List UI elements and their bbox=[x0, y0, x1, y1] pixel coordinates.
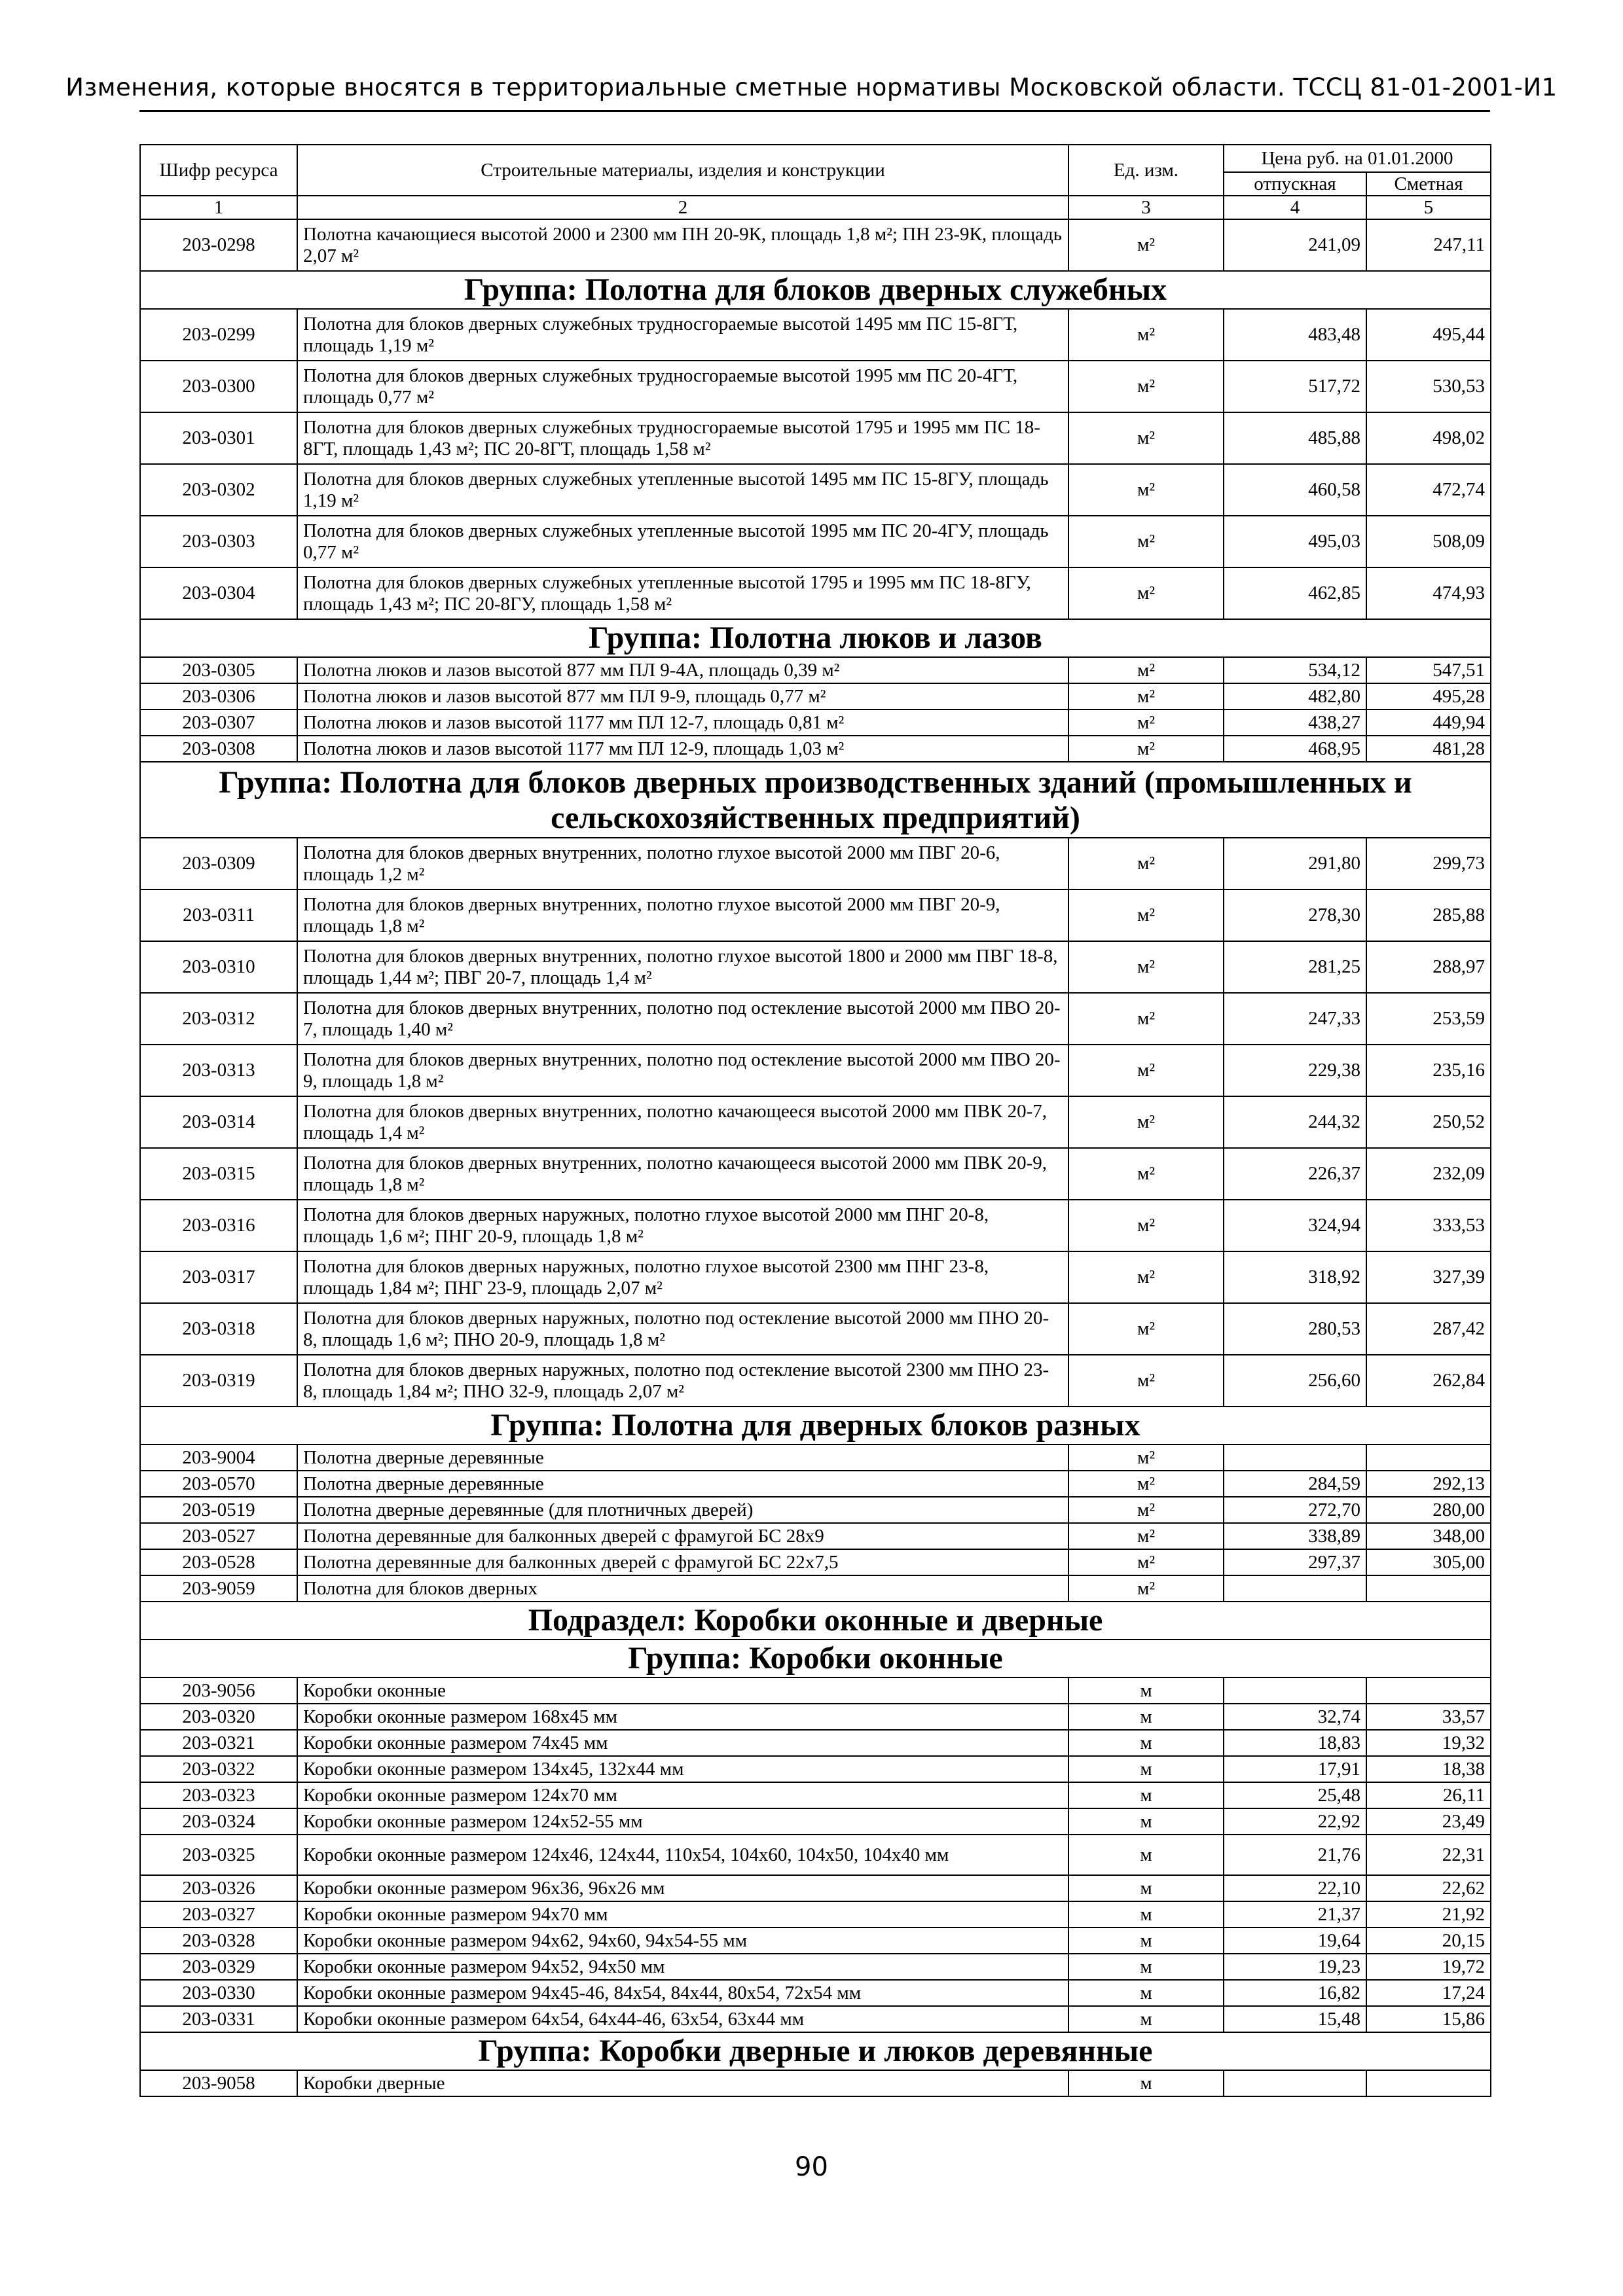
release-price: 534,12 bbox=[1224, 657, 1366, 683]
table-row bbox=[140, 838, 1491, 889]
estimate-price: 508,09 bbox=[1366, 516, 1491, 567]
estimate-price: 19,32 bbox=[1366, 1730, 1491, 1756]
col-index: 5 bbox=[1366, 196, 1491, 219]
estimate-price: 305,00 bbox=[1366, 1549, 1491, 1575]
estimate-price: 26,11 bbox=[1366, 1782, 1491, 1808]
resource-code: 203-0330 bbox=[140, 1980, 297, 2006]
table-row bbox=[140, 1575, 1491, 1602]
unit: м bbox=[1068, 1835, 1224, 1875]
estimate-price: 530,53 bbox=[1366, 361, 1491, 412]
group-heading-row bbox=[140, 1640, 1491, 1677]
col-header-code: Шифр ресурса bbox=[140, 145, 297, 196]
resource-code: 203-0314 bbox=[140, 1096, 297, 1148]
material-name: Коробки оконные размером 94х52, 94х50 мм bbox=[297, 1954, 1068, 1980]
unit: м² bbox=[1068, 709, 1224, 736]
estimate-price: 247,11 bbox=[1366, 219, 1491, 271]
unit: м bbox=[1068, 1782, 1224, 1808]
release-price: 32,74 bbox=[1224, 1704, 1366, 1730]
header-rule bbox=[139, 110, 1490, 112]
document-header: Изменения, которые вносятся в территориальные сметные нормативы Московской области. ТССЦ 81-01-2001-И1 bbox=[65, 73, 1558, 101]
unit: м bbox=[1068, 1756, 1224, 1782]
release-price: 229,38 bbox=[1224, 1045, 1366, 1096]
table-row bbox=[140, 1835, 1491, 1875]
table-row bbox=[140, 464, 1491, 516]
material-name: Полотна для блоков дверных служебных утепленные высотой 1795 и 1995 мм ПС 18-8ГУ, площадь 1,43 м²; ПС 20-8ГУ, площадь 1,58 м² bbox=[297, 567, 1068, 619]
table-row bbox=[140, 1148, 1491, 1200]
unit: м² bbox=[1068, 309, 1224, 361]
unit: м² bbox=[1068, 1355, 1224, 1407]
material-name: Полотна для блоков дверных служебных трудносгораемые высотой 1495 мм ПС 15-8ГТ, площадь 1,19 м² bbox=[297, 309, 1068, 361]
table-row bbox=[140, 361, 1491, 412]
material-name: Коробки оконные bbox=[297, 1677, 1068, 1704]
price-table bbox=[139, 144, 1491, 2097]
resource-code: 203-0326 bbox=[140, 1875, 297, 1901]
resource-code: 203-0327 bbox=[140, 1901, 297, 1928]
table-row bbox=[140, 2006, 1491, 2032]
material-name: Полотна люков и лазов высотой 1177 мм ПЛ 12-7, площадь 0,81 м² bbox=[297, 709, 1068, 736]
col-index: 3 bbox=[1068, 196, 1224, 219]
release-price: 468,95 bbox=[1224, 736, 1366, 762]
resource-code: 203-0315 bbox=[140, 1148, 297, 1200]
material-name: Коробки оконные размером 64х54, 64х44-46, 63х54, 63х44 мм bbox=[297, 2006, 1068, 2032]
resource-code: 203-0322 bbox=[140, 1756, 297, 1782]
release-price: 22,92 bbox=[1224, 1808, 1366, 1835]
resource-code: 203-0317 bbox=[140, 1251, 297, 1303]
table-row bbox=[140, 219, 1491, 271]
col-header-unit: Ед. изм. bbox=[1068, 145, 1224, 196]
group-heading: Группа: Полотна для дверных блоков разных bbox=[140, 1407, 1491, 1444]
col-header-price: Цена руб. на 01.01.2000 bbox=[1224, 145, 1491, 172]
release-price: 25,48 bbox=[1224, 1782, 1366, 1808]
unit: м bbox=[1068, 1808, 1224, 1835]
release-price: 462,85 bbox=[1224, 567, 1366, 619]
table-row bbox=[140, 1251, 1491, 1303]
estimate-price: 348,00 bbox=[1366, 1523, 1491, 1549]
resource-code: 203-9056 bbox=[140, 1677, 297, 1704]
estimate-price: 19,72 bbox=[1366, 1954, 1491, 1980]
estimate-price: 253,59 bbox=[1366, 993, 1491, 1045]
resource-code: 203-0307 bbox=[140, 709, 297, 736]
estimate-price: 235,16 bbox=[1366, 1045, 1491, 1096]
material-name: Полотна дверные деревянные bbox=[297, 1471, 1068, 1497]
resource-code: 203-9059 bbox=[140, 1575, 297, 1602]
unit: м² bbox=[1068, 1251, 1224, 1303]
table-row bbox=[140, 1200, 1491, 1251]
col-header-release: отпускная bbox=[1224, 172, 1366, 196]
unit: м² bbox=[1068, 361, 1224, 412]
resource-code: 203-0303 bbox=[140, 516, 297, 567]
release-price: 17,91 bbox=[1224, 1756, 1366, 1782]
estimate-price bbox=[1366, 2070, 1491, 2096]
release-price: 324,94 bbox=[1224, 1200, 1366, 1251]
unit: м² bbox=[1068, 1303, 1224, 1355]
release-price: 247,33 bbox=[1224, 993, 1366, 1045]
resource-code: 203-0320 bbox=[140, 1704, 297, 1730]
col-index: 4 bbox=[1224, 196, 1366, 219]
group-heading: Группа: Коробки оконные bbox=[140, 1640, 1491, 1677]
release-price: 297,37 bbox=[1224, 1549, 1366, 1575]
unit: м² bbox=[1068, 1523, 1224, 1549]
subsection-heading: Подраздел: Коробки оконные и дверные bbox=[140, 1602, 1491, 1640]
group-heading: Группа: Полотна для блоков дверных служебных bbox=[140, 271, 1491, 309]
estimate-price: 15,86 bbox=[1366, 2006, 1491, 2032]
estimate-price: 232,09 bbox=[1366, 1148, 1491, 1200]
release-price bbox=[1224, 1575, 1366, 1602]
material-name: Коробки оконные размером 94х45-46, 84х54, 84х44, 80х54, 72х54 мм bbox=[297, 1980, 1068, 2006]
resource-code: 203-0527 bbox=[140, 1523, 297, 1549]
unit: м bbox=[1068, 1730, 1224, 1756]
unit: м² bbox=[1068, 683, 1224, 709]
release-price: 16,82 bbox=[1224, 1980, 1366, 2006]
release-price: 19,64 bbox=[1224, 1928, 1366, 1954]
table-row bbox=[140, 567, 1491, 619]
resource-code: 203-0319 bbox=[140, 1355, 297, 1407]
resource-code: 203-0570 bbox=[140, 1471, 297, 1497]
table-row bbox=[140, 1782, 1491, 1808]
table-row bbox=[140, 1549, 1491, 1575]
release-price bbox=[1224, 2070, 1366, 2096]
unit: м bbox=[1068, 1901, 1224, 1928]
estimate-price: 327,39 bbox=[1366, 1251, 1491, 1303]
release-price: 318,92 bbox=[1224, 1251, 1366, 1303]
resource-code: 203-0304 bbox=[140, 567, 297, 619]
table-row bbox=[140, 889, 1491, 941]
col-index: 2 bbox=[297, 196, 1068, 219]
material-name: Полотна для блоков дверных наружных, полотно глухое высотой 2000 мм ПНГ 20-8, площадь 1,6 м²; ПНГ 20-9, площадь 1,8 м² bbox=[297, 1200, 1068, 1251]
material-name: Полотна для блоков дверных внутренних, полотно глухое высотой 1800 и 2000 мм ПВГ 18-8, площадь 1,44 м²; ПВГ 20-7, площадь 1,4 м² bbox=[297, 941, 1068, 993]
resource-code: 203-0316 bbox=[140, 1200, 297, 1251]
table-row bbox=[140, 1096, 1491, 1148]
resource-code: 203-0312 bbox=[140, 993, 297, 1045]
resource-code: 203-0331 bbox=[140, 2006, 297, 2032]
estimate-price: 495,44 bbox=[1366, 309, 1491, 361]
release-price bbox=[1224, 1677, 1366, 1704]
table-row bbox=[140, 1045, 1491, 1096]
material-name: Коробки оконные размером 124х70 мм bbox=[297, 1782, 1068, 1808]
unit: м bbox=[1068, 1677, 1224, 1704]
resource-code: 203-0308 bbox=[140, 736, 297, 762]
unit: м bbox=[1068, 1704, 1224, 1730]
estimate-price: 472,74 bbox=[1366, 464, 1491, 516]
resource-code: 203-9004 bbox=[140, 1444, 297, 1471]
unit: м bbox=[1068, 1954, 1224, 1980]
group-heading-row bbox=[140, 2032, 1491, 2070]
release-price: 482,80 bbox=[1224, 683, 1366, 709]
table-row bbox=[140, 1471, 1491, 1497]
release-price: 18,83 bbox=[1224, 1730, 1366, 1756]
resource-code: 203-0310 bbox=[140, 941, 297, 993]
material-name: Полотна для блоков дверных bbox=[297, 1575, 1068, 1602]
resource-code: 203-0324 bbox=[140, 1808, 297, 1835]
table-row bbox=[140, 1954, 1491, 1980]
estimate-price: 23,49 bbox=[1366, 1808, 1491, 1835]
table-row bbox=[140, 1523, 1491, 1549]
unit: м bbox=[1068, 2070, 1224, 2096]
estimate-price: 250,52 bbox=[1366, 1096, 1491, 1148]
unit: м² bbox=[1068, 464, 1224, 516]
unit: м² bbox=[1068, 941, 1224, 993]
material-name: Полотна для блоков дверных внутренних, полотно глухое высотой 2000 мм ПВГ 20-9, площадь 1,8 м² bbox=[297, 889, 1068, 941]
resource-code: 203-0302 bbox=[140, 464, 297, 516]
material-name: Полотна для блоков дверных внутренних, полотно под остекление высотой 2000 мм ПВО 20-9, площадь 1,8 м² bbox=[297, 1045, 1068, 1096]
resource-code: 203-0328 bbox=[140, 1928, 297, 1954]
estimate-price: 481,28 bbox=[1366, 736, 1491, 762]
material-name: Коробки оконные размером 94х70 мм bbox=[297, 1901, 1068, 1928]
material-name: Полотна деревянные для балконных дверей с фрамугой БС 22х7,5 bbox=[297, 1549, 1068, 1575]
release-price: 226,37 bbox=[1224, 1148, 1366, 1200]
material-name: Полотна для блоков дверных внутренних, полотно глухое высотой 2000 мм ПВГ 20-6, площадь 1,2 м² bbox=[297, 838, 1068, 889]
resource-code: 203-0519 bbox=[140, 1497, 297, 1523]
table-row bbox=[140, 1875, 1491, 1901]
material-name: Полотна люков и лазов высотой 1177 мм ПЛ 12-9, площадь 1,03 м² bbox=[297, 736, 1068, 762]
estimate-price bbox=[1366, 1677, 1491, 1704]
resource-code: 203-0329 bbox=[140, 1954, 297, 1980]
material-name: Полотна для блоков дверных внутренних, полотно качающееся высотой 2000 мм ПВК 20-9, площадь 1,8 м² bbox=[297, 1148, 1068, 1200]
estimate-price: 449,94 bbox=[1366, 709, 1491, 736]
table-row bbox=[140, 516, 1491, 567]
table-row bbox=[140, 657, 1491, 683]
estimate-price: 288,97 bbox=[1366, 941, 1491, 993]
group-heading-row bbox=[140, 762, 1491, 838]
unit: м² bbox=[1068, 1497, 1224, 1523]
resource-code: 203-0323 bbox=[140, 1782, 297, 1808]
material-name: Коробки оконные размером 74х45 мм bbox=[297, 1730, 1068, 1756]
unit: м² bbox=[1068, 838, 1224, 889]
release-price: 460,58 bbox=[1224, 464, 1366, 516]
estimate-price: 262,84 bbox=[1366, 1355, 1491, 1407]
col-header-estimate: Сметная bbox=[1366, 172, 1491, 196]
unit: м² bbox=[1068, 1096, 1224, 1148]
table-row bbox=[140, 993, 1491, 1045]
material-name: Полотна люков и лазов высотой 877 мм ПЛ 9-4А, площадь 0,39 м² bbox=[297, 657, 1068, 683]
col-header-name: Строительные материалы, изделия и конструкции bbox=[297, 145, 1068, 196]
resource-code: 203-0301 bbox=[140, 412, 297, 464]
unit: м bbox=[1068, 2006, 1224, 2032]
estimate-price: 17,24 bbox=[1366, 1980, 1491, 2006]
unit: м bbox=[1068, 1875, 1224, 1901]
resource-code: 203-0305 bbox=[140, 657, 297, 683]
resource-code: 203-0311 bbox=[140, 889, 297, 941]
unit: м² bbox=[1068, 1575, 1224, 1602]
unit: м² bbox=[1068, 889, 1224, 941]
subsection-heading-row bbox=[140, 1602, 1491, 1640]
release-price bbox=[1224, 1444, 1366, 1471]
release-price: 22,10 bbox=[1224, 1875, 1366, 1901]
table-row bbox=[140, 941, 1491, 993]
estimate-price: 20,15 bbox=[1366, 1928, 1491, 1954]
resource-code: 203-0309 bbox=[140, 838, 297, 889]
material-name: Полотна для блоков дверных наружных, полотно под остекление высотой 2300 мм ПНО 23-8, площадь 1,84 м²; ПНО 32-9, площадь 2,07 м² bbox=[297, 1355, 1068, 1407]
table-row bbox=[140, 1444, 1491, 1471]
unit: м bbox=[1068, 1980, 1224, 2006]
table-row bbox=[140, 309, 1491, 361]
table-row bbox=[140, 1677, 1491, 1704]
material-name: Полотна для блоков дверных служебных утепленные высотой 1495 мм ПС 15-8ГУ, площадь 1,19 м² bbox=[297, 464, 1068, 516]
release-price: 438,27 bbox=[1224, 709, 1366, 736]
release-price: 19,23 bbox=[1224, 1954, 1366, 1980]
group-heading: Группа: Коробки дверные и люков деревянные bbox=[140, 2032, 1491, 2070]
material-name: Полотна для блоков дверных внутренних, полотно под остекление высотой 2000 мм ПВО 20-7, площадь 1,40 м² bbox=[297, 993, 1068, 1045]
unit: м² bbox=[1068, 516, 1224, 567]
material-name: Коробки оконные размером 134х45, 132х44 мм bbox=[297, 1756, 1068, 1782]
estimate-price: 33,57 bbox=[1366, 1704, 1491, 1730]
resource-code: 203-0528 bbox=[140, 1549, 297, 1575]
estimate-price: 21,92 bbox=[1366, 1901, 1491, 1928]
unit: м² bbox=[1068, 1200, 1224, 1251]
table-row bbox=[140, 1497, 1491, 1523]
release-price: 338,89 bbox=[1224, 1523, 1366, 1549]
material-name: Коробки оконные размером 124х52-55 мм bbox=[297, 1808, 1068, 1835]
table-row bbox=[140, 1808, 1491, 1835]
material-name: Полотна для блоков дверных внутренних, полотно качающееся высотой 2000 мм ПВК 20-7, площадь 1,4 м² bbox=[297, 1096, 1068, 1148]
resource-code: 203-0325 bbox=[140, 1835, 297, 1875]
table-row bbox=[140, 1980, 1491, 2006]
group-heading-row bbox=[140, 1407, 1491, 1444]
resource-code: 203-9058 bbox=[140, 2070, 297, 2096]
material-name: Полотна деревянные для балконных дверей с фрамугой БС 28х9 bbox=[297, 1523, 1068, 1549]
material-name: Коробки оконные размером 124х46, 124х44, 110х54, 104х60, 104х50, 104х40 мм bbox=[297, 1835, 1068, 1875]
release-price: 284,59 bbox=[1224, 1471, 1366, 1497]
unit: м bbox=[1068, 1928, 1224, 1954]
unit: м² bbox=[1068, 1444, 1224, 1471]
resource-code: 203-0299 bbox=[140, 309, 297, 361]
unit: м² bbox=[1068, 219, 1224, 271]
estimate-price: 498,02 bbox=[1366, 412, 1491, 464]
resource-code: 203-0298 bbox=[140, 219, 297, 271]
col-index: 1 bbox=[140, 196, 297, 219]
material-name: Полотна люков и лазов высотой 877 мм ПЛ 9-9, площадь 0,77 м² bbox=[297, 683, 1068, 709]
table-row bbox=[140, 709, 1491, 736]
release-price: 21,76 bbox=[1224, 1835, 1366, 1875]
resource-code: 203-0313 bbox=[140, 1045, 297, 1096]
estimate-price: 18,38 bbox=[1366, 1756, 1491, 1782]
material-name: Полотна качающиеся высотой 2000 и 2300 мм ПН 20-9К, площадь 1,8 м²; ПН 23-9К, площадь 2,07 м² bbox=[297, 219, 1068, 271]
unit: м² bbox=[1068, 412, 1224, 464]
release-price: 280,53 bbox=[1224, 1303, 1366, 1355]
release-price: 517,72 bbox=[1224, 361, 1366, 412]
estimate-price: 495,28 bbox=[1366, 683, 1491, 709]
release-price: 485,88 bbox=[1224, 412, 1366, 464]
table-row bbox=[140, 1355, 1491, 1407]
estimate-price bbox=[1366, 1444, 1491, 1471]
resource-code: 203-0321 bbox=[140, 1730, 297, 1756]
release-price: 278,30 bbox=[1224, 889, 1366, 941]
release-price: 291,80 bbox=[1224, 838, 1366, 889]
table-row bbox=[140, 1756, 1491, 1782]
release-price: 15,48 bbox=[1224, 2006, 1366, 2032]
estimate-price: 285,88 bbox=[1366, 889, 1491, 941]
unit: м² bbox=[1068, 567, 1224, 619]
table-row bbox=[140, 1928, 1491, 1954]
unit: м² bbox=[1068, 993, 1224, 1045]
estimate-price: 22,62 bbox=[1366, 1875, 1491, 1901]
unit: м² bbox=[1068, 736, 1224, 762]
release-price: 256,60 bbox=[1224, 1355, 1366, 1407]
release-price: 495,03 bbox=[1224, 516, 1366, 567]
table-row bbox=[140, 1901, 1491, 1928]
unit: м² bbox=[1068, 1045, 1224, 1096]
resource-code: 203-0300 bbox=[140, 361, 297, 412]
material-name: Полотна дверные деревянные (для плотничных дверей) bbox=[297, 1497, 1068, 1523]
unit: м² bbox=[1068, 1471, 1224, 1497]
estimate-price: 292,13 bbox=[1366, 1471, 1491, 1497]
table-row bbox=[140, 1704, 1491, 1730]
resource-code: 203-0318 bbox=[140, 1303, 297, 1355]
release-price: 272,70 bbox=[1224, 1497, 1366, 1523]
material-name: Коробки оконные размером 168х45 мм bbox=[297, 1704, 1068, 1730]
group-heading: Группа: Полотна люков и лазов bbox=[140, 619, 1491, 657]
material-name: Коробки оконные размером 94х62, 94х60, 94х54-55 мм bbox=[297, 1928, 1068, 1954]
table-row bbox=[140, 2070, 1491, 2096]
material-name: Полотна для блоков дверных наружных, полотно под остекление высотой 2000 мм ПНО 20-8, площадь 1,6 м²; ПНО 20-9, площадь 1,8 м² bbox=[297, 1303, 1068, 1355]
release-price: 241,09 bbox=[1224, 219, 1366, 271]
estimate-price: 299,73 bbox=[1366, 838, 1491, 889]
unit: м² bbox=[1068, 657, 1224, 683]
estimate-price: 280,00 bbox=[1366, 1497, 1491, 1523]
material-name: Полотна дверные деревянные bbox=[297, 1444, 1068, 1471]
material-name: Полотна для блоков дверных служебных трудносгораемые высотой 1795 и 1995 мм ПС 18-8ГТ, площадь 1,43 м²; ПС 20-8ГТ, площадь 1,58 м² bbox=[297, 412, 1068, 464]
unit: м² bbox=[1068, 1148, 1224, 1200]
group-heading-row bbox=[140, 271, 1491, 309]
estimate-price: 22,31 bbox=[1366, 1835, 1491, 1875]
material-name: Коробки оконные размером 96х36, 96х26 мм bbox=[297, 1875, 1068, 1901]
group-heading: Группа: Полотна для блоков дверных производственных зданий (промышленных и сельскохозяйственных предприятий) bbox=[140, 762, 1491, 838]
material-name: Коробки дверные bbox=[297, 2070, 1068, 2096]
release-price: 21,37 bbox=[1224, 1901, 1366, 1928]
estimate-price: 474,93 bbox=[1366, 567, 1491, 619]
estimate-price: 547,51 bbox=[1366, 657, 1491, 683]
resource-code: 203-0306 bbox=[140, 683, 297, 709]
page-number: 90 bbox=[795, 2152, 828, 2182]
material-name: Полотна для блоков дверных служебных утепленные высотой 1995 мм ПС 20-4ГУ, площадь 0,77 м² bbox=[297, 516, 1068, 567]
table-row bbox=[140, 736, 1491, 762]
material-name: Полотна для блоков дверных наружных, полотно глухое высотой 2300 мм ПНГ 23-8, площадь 1,84 м²; ПНГ 23-9, площадь 2,07 м² bbox=[297, 1251, 1068, 1303]
table-row bbox=[140, 683, 1491, 709]
estimate-price: 333,53 bbox=[1366, 1200, 1491, 1251]
table-row bbox=[140, 412, 1491, 464]
group-heading-row bbox=[140, 619, 1491, 657]
table-row bbox=[140, 1303, 1491, 1355]
material-name: Полотна для блоков дверных служебных трудносгораемые высотой 1995 мм ПС 20-4ГТ, площадь 0,77 м² bbox=[297, 361, 1068, 412]
table-row bbox=[140, 1730, 1491, 1756]
release-price: 244,32 bbox=[1224, 1096, 1366, 1148]
estimate-price bbox=[1366, 1575, 1491, 1602]
release-price: 281,25 bbox=[1224, 941, 1366, 993]
release-price: 483,48 bbox=[1224, 309, 1366, 361]
estimate-price: 287,42 bbox=[1366, 1303, 1491, 1355]
unit: м² bbox=[1068, 1549, 1224, 1575]
